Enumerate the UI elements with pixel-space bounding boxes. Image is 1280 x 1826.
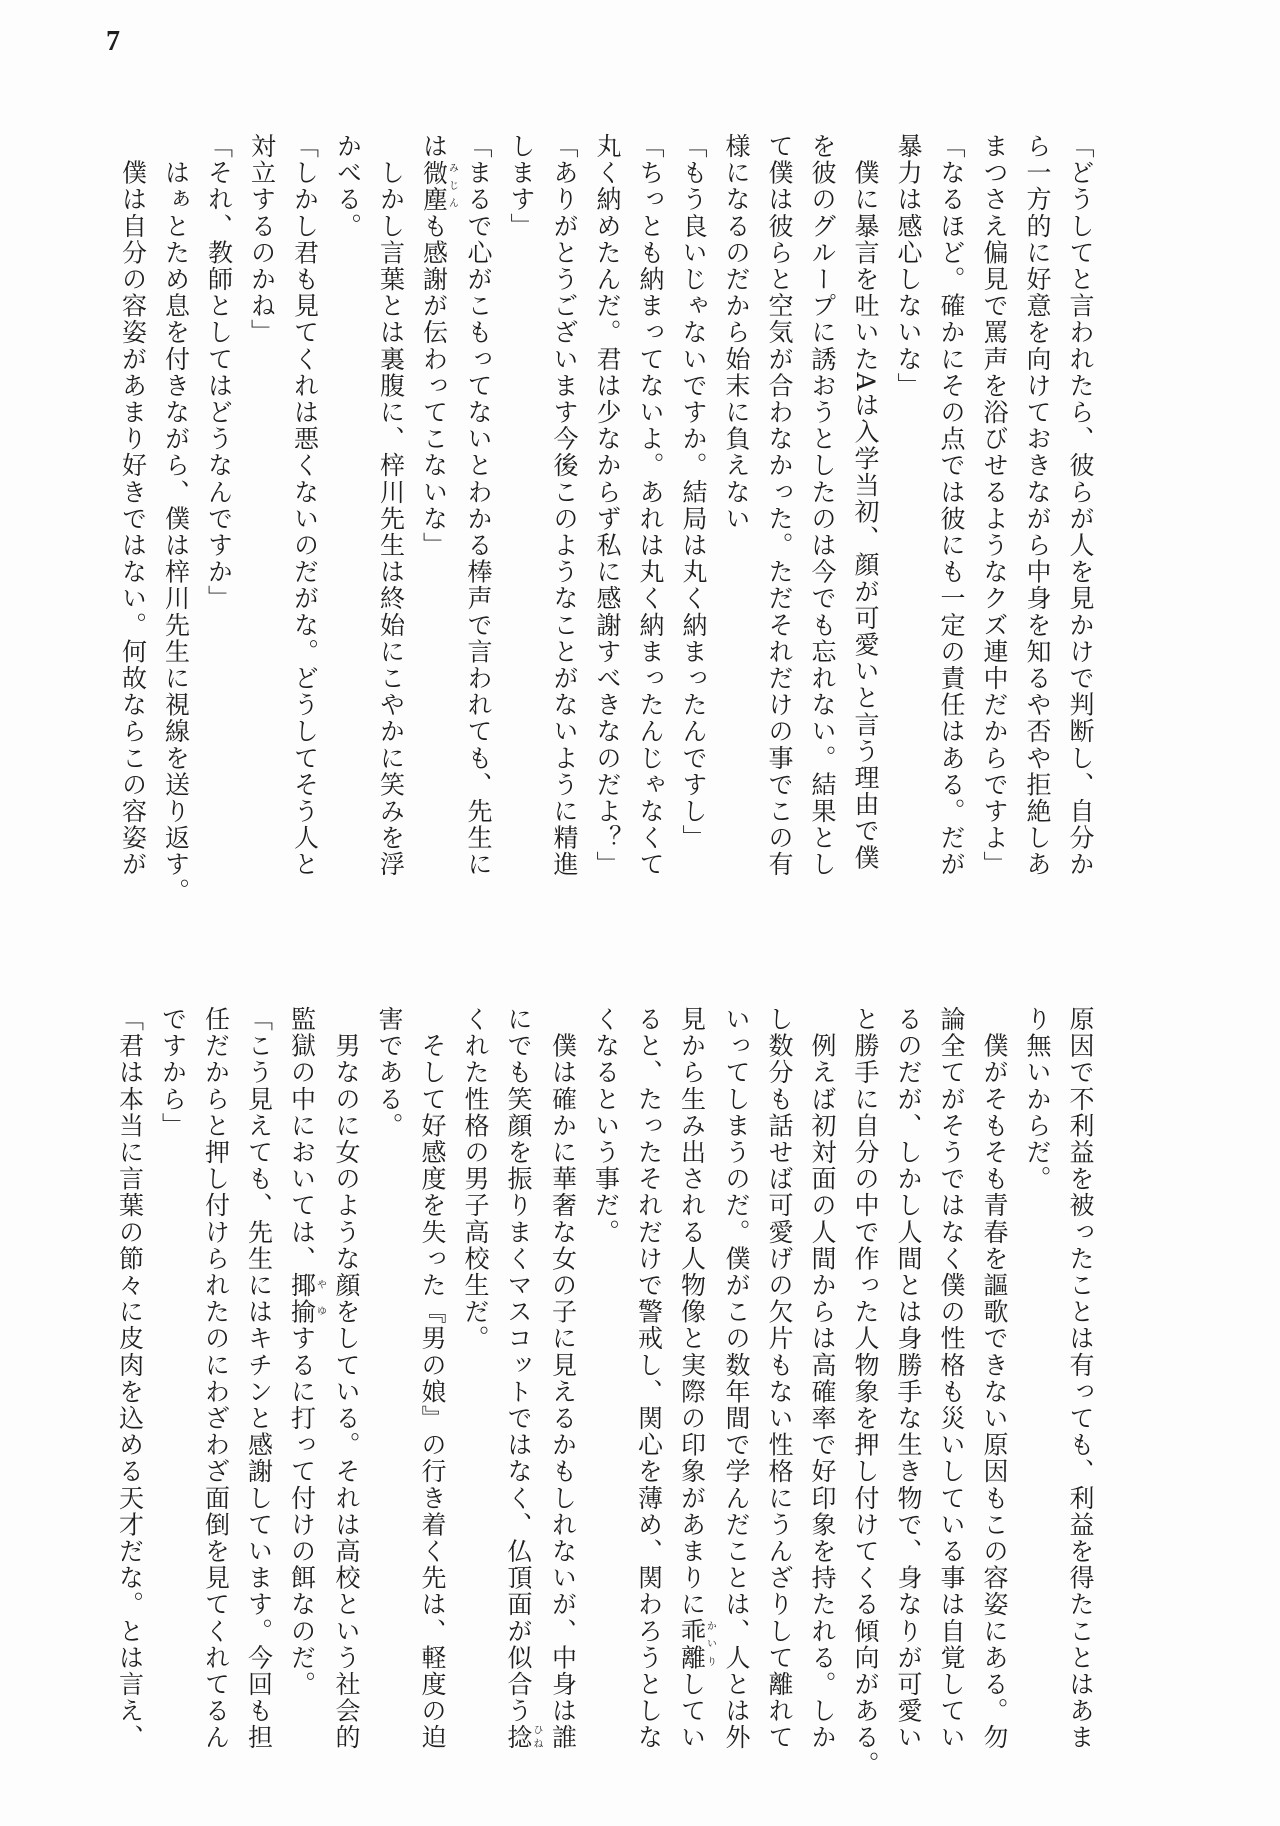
lower-text-block (109, 1006, 1103, 1778)
text-line: くれた性格の男子高校生だ。 (461, 1006, 490, 1352)
text-segment: するに打って付けの餌なのだ。 (287, 1325, 317, 1698)
text-line (497, 1006, 542, 1766)
text-line: 「こう見えても、先生にはキチンと感謝しています。今回も担 (244, 1006, 274, 1751)
text-line: 「それ、教師としてはどうなんですか」 (204, 133, 234, 612)
text-line: て僕は彼らと空気が合わなかった。ただそれだけの事でこの有 (765, 133, 794, 878)
text-line: 論全てがそうではなく僕の性格も災いしている事は自覚してい (937, 1006, 966, 1751)
text-line: 「しかし君も見てくれは悪くないのだがな。どうしてそう人と (290, 133, 320, 878)
text-line: り無いからだ。 (1023, 1006, 1052, 1193)
text-segment: も感謝が伝わってこないな」 (419, 212, 449, 559)
text-line: ると、たったそれだけで警戒し、関心を薄め、関わろうとしな (634, 1006, 664, 1751)
ruby-annotated-word (287, 1272, 326, 1326)
ruby-reading: みじん (446, 159, 458, 213)
text-line: かべる。 (333, 133, 363, 240)
ruby-base: 捻 (504, 1724, 533, 1751)
ruby-annotated-word (677, 1617, 716, 1672)
text-line: ら一方的に好意を向けておきながら中身を知るや否や拒絶しあ (1023, 133, 1052, 878)
text-line: 例えば初対面の人間からは高確率で好印象を持たれる。しか (808, 1006, 837, 1751)
upper-text-block (112, 133, 1103, 905)
text-line: 「どうしてと言われたら、彼らが人を見かけで判断し、自分か (1066, 133, 1095, 878)
ruby-annotated-word (504, 1724, 542, 1751)
text-line: 「なるほど。確かにその点では彼にも一定の責任はある。だが (937, 133, 966, 878)
text-line: 対立するのかね」 (247, 133, 277, 346)
text-line: 僕は確かに華奢な女の子に見えるかもしれないが、中身は誰 (548, 1006, 578, 1751)
text-line (413, 133, 458, 893)
ruby-annotated-word (419, 159, 458, 213)
text-line: 「君は本当に言葉の節々に皮肉を込める天才だな。とは言え、 (115, 1006, 145, 1751)
text-line: 丸く納めたんだ。君は少なからず私に感謝すべきなのだよ？」 (593, 133, 622, 878)
text-line: 暴力は感心しないな」 (894, 133, 923, 399)
text-segment: 見から生み出される人物像と実際の印象があまりに (677, 1006, 707, 1618)
text-line: 僕がそもそも青春を謳歌できない原因もこの容姿にある。勿 (980, 1006, 1009, 1751)
text-line: はぁとため息を付きながら、僕は梓川先生に視線を送り返す。 (161, 133, 191, 905)
text-segment: してい (677, 1671, 707, 1751)
ruby-reading: やゆ (314, 1272, 326, 1326)
text-line: 男なのに女のような顔をしている。それは高校という社会的 (332, 1006, 361, 1751)
text-line: 「もう良いじゃないですか。結局は丸く納まったんですし」 (679, 133, 708, 852)
text-line: 「ちっとも納まってないよ。あれは丸く納まったんじゃなくて (636, 133, 665, 878)
text-line: るのだが、しかし人間とは身勝手な生き物で、身なりが可愛い (894, 1006, 923, 1751)
text-line: し数分も話せば可愛げの欠片もない性格にうんざりして離れて (765, 1006, 794, 1751)
text-segment: 監獄の中においては、 (287, 1006, 317, 1272)
page-number: 7 (106, 26, 120, 57)
text-line: 僕に暴言を吐いたAは入学当初、顔が可愛いと言う理由で僕 (851, 133, 880, 871)
text-segment: は (419, 133, 449, 160)
text-line: いってしまうのだ。僕がこの数年間で学んだことは、人とは外 (722, 1006, 751, 1751)
text-line: そして好感度を失った『男の娘』の行き着く先は、軽度の迫 (418, 1006, 447, 1751)
text-line: 任だからと押し付けられたのにわざわざ面倒を見てくれてるん (201, 1006, 231, 1751)
text-line: ですから」 (158, 1006, 188, 1139)
text-line: 害である。 (375, 1006, 404, 1139)
text-line: します」 (507, 133, 536, 240)
text-segment: にでも笑顔を振りまくマスコットではなく、仏頂面が似合う (504, 1006, 533, 1725)
text-line: と勝手に自分の中で作った人物象を押し付けてくる傾向がある。 (851, 1006, 880, 1778)
ruby-reading: ひね (531, 1724, 542, 1751)
text-line (671, 1006, 716, 1766)
text-line: まつさえ偏見で罵声を浴びせるようなクズ連中だからですよ」 (980, 133, 1009, 878)
text-line (281, 1006, 326, 1766)
ruby-base: 揶揄 (287, 1272, 317, 1326)
text-line: 僕は自分の容姿があまり好きではない。何故ならこの容姿が (118, 133, 148, 878)
text-line: くなるという事だ。 (591, 1006, 621, 1246)
text-line: 「ありがとうございます今後このようなことがないように精進 (550, 133, 579, 878)
text-line: 様になるのだから始末に負えない (722, 133, 751, 532)
ruby-reading: かいり (704, 1617, 716, 1671)
text-line: しかし言葉とは裏腹に、梓川先生は終始にこやかに笑みを浮 (376, 133, 406, 878)
text-line: 「まるで心がこもってないとわかる棒声で言われても、先生に (464, 133, 493, 878)
ruby-base: 微塵 (419, 159, 449, 213)
text-line: を彼のグループに誘おうとしたのは今でも忘れない。結果とし (808, 133, 837, 878)
text-line: 原因で不利益を被ったことは有っても、利益を得たことはあま (1066, 1006, 1095, 1751)
ruby-base: 乖離 (677, 1617, 707, 1672)
